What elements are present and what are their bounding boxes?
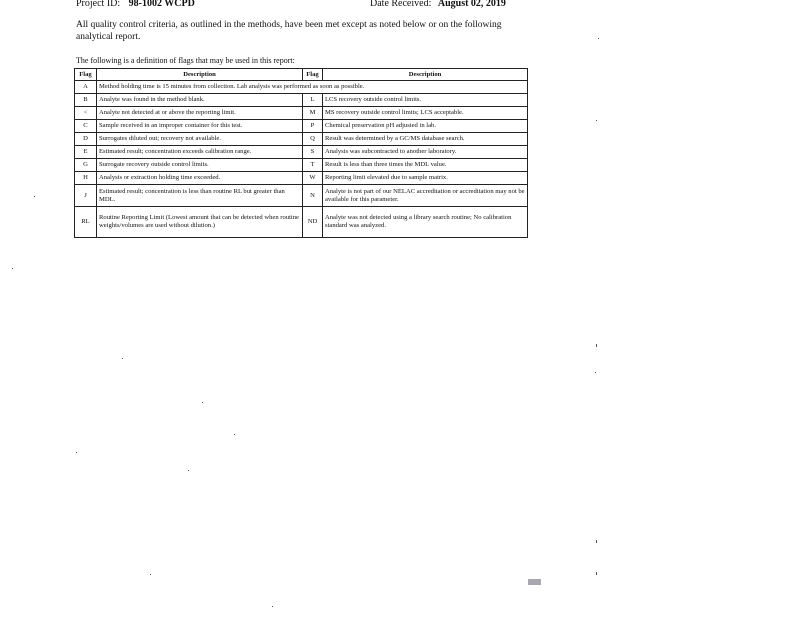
project-id-label: Project ID: (76, 0, 121, 9)
table-row (75, 146, 528, 159)
scan-speck (76, 452, 77, 453)
flag-code: S (303, 146, 323, 159)
flag-code: < (75, 107, 97, 120)
flag-description: Result was determined by a GC/MS database search. (323, 133, 528, 146)
flag-description: Analyte was not detected using a library search routine; No calibration standard was analyzed. (323, 207, 528, 238)
header-flag-1: Flag (75, 69, 97, 81)
flag-code: D (75, 133, 97, 146)
flag-code: W (303, 172, 323, 185)
flag-description: LCS recovery outside control limits. (323, 94, 528, 107)
scan-speck (12, 268, 13, 269)
flag-description: Method holding time is 15 minutes from collection. Lab analysis was performed as soon as possible. (97, 81, 528, 94)
flag-description: Estimated result; concentration exceeds calibration range. (97, 146, 303, 159)
flag-description: Analyte not detected at or above the reporting limit. (97, 107, 303, 120)
table-row (75, 159, 528, 172)
flag-description: MS recovery outside control limits; LCS acceptable. (323, 107, 528, 120)
scan-speck (188, 470, 189, 471)
table-row (75, 94, 528, 107)
flag-code: C (75, 120, 97, 133)
flag-code: G (75, 159, 97, 172)
flag-description: Chemical preservation pH adjusted in lab. (323, 120, 528, 133)
report-header (76, 0, 516, 14)
flag-description: Surrogate recovery outside control limits. (97, 159, 303, 172)
flag-code: E (75, 146, 97, 159)
flag-code: T (303, 159, 323, 172)
table-row (75, 120, 528, 133)
date-received-value: August 02, 2019 (437, 0, 506, 9)
header-description-2: Description (323, 69, 528, 81)
flag-description: Routine Reporting Limit (Lowest amount that can be detected when routine weights/volumes are used without dilution.) (97, 207, 303, 238)
table-row (75, 107, 528, 120)
scan-stamp-mark (528, 579, 541, 585)
flag-code: L (303, 94, 323, 107)
flag-code: H (75, 172, 97, 185)
flag-description: Estimated result; concentration is less than routine RL but greater than MDL. (97, 185, 303, 207)
header-flag-2: Flag (303, 69, 323, 81)
scan-speck (596, 344, 597, 347)
flag-code: B (75, 94, 97, 107)
scan-speck (34, 196, 35, 197)
project-id-line (76, 0, 195, 10)
flag-code: P (303, 120, 323, 133)
flag-code: M (303, 107, 323, 120)
flag-code: ND (303, 207, 323, 238)
qc-statement: All quality control criteria, as outlined in the methods, have been met except as noted below or on the following analytical report. (76, 20, 502, 42)
scan-speck (596, 572, 597, 575)
scan-speck (596, 540, 597, 543)
flag-description: Reporting limit elevated due to sample matrix. (323, 172, 528, 185)
flag-description: Analyte is not part of our NELAC accreditation or accreditation may not be available for this parameter. (323, 185, 528, 207)
flag-description: Surrogates diluted out; recovery not available. (97, 133, 303, 146)
table-row (75, 207, 528, 238)
table-row (75, 133, 528, 146)
scan-speck (234, 434, 235, 435)
scan-speck (272, 606, 273, 607)
flag-code: Q (303, 133, 323, 146)
table-header-row (75, 69, 528, 81)
flag-description: Analysis or extraction holding time exceeded. (97, 172, 303, 185)
table-row (75, 185, 528, 207)
flag-code: J (75, 185, 97, 207)
flags-heading: The following is a definition of flags that may be used in this report: (76, 56, 295, 65)
header-description-1: Description (97, 69, 303, 81)
flag-code: RL (75, 207, 97, 238)
date-received-label: Date Received: (370, 0, 432, 9)
flag-description: Result is less than three times the MDL value. (323, 159, 528, 172)
flag-code: A (75, 81, 97, 94)
date-received-line (370, 0, 506, 10)
scan-speck (202, 402, 203, 403)
flag-description: Analysis was subcontracted to another laboratory. (323, 146, 528, 159)
scan-speck (595, 372, 596, 373)
flag-definitions-table (74, 68, 528, 238)
scan-speck (596, 120, 597, 121)
flag-description: Sample received in an improper container for this test. (97, 120, 303, 133)
table-row (75, 81, 528, 94)
flag-description: Analyte was found in the method blank. (97, 94, 303, 107)
scan-speck (598, 38, 599, 39)
project-id-value: 98-1002 WCPD (128, 0, 195, 9)
table-row (75, 172, 528, 185)
scan-speck (122, 358, 123, 359)
scan-speck (150, 574, 151, 575)
flag-code: N (303, 185, 323, 207)
